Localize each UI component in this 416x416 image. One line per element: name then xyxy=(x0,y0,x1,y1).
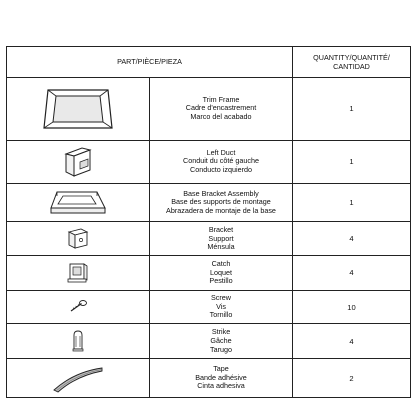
part-name-fr: Bande adhésive xyxy=(195,372,247,382)
left-duct-icon xyxy=(58,144,98,180)
part-name-es: Tornillo xyxy=(209,310,233,320)
part-image-cell xyxy=(7,222,150,256)
part-image-cell xyxy=(7,256,150,291)
part-name-es: Pestillo xyxy=(209,276,233,286)
part-image-cell xyxy=(7,290,150,324)
quantity-cell: 1 xyxy=(293,77,411,140)
bracket-icon xyxy=(64,226,92,252)
part-name-cell xyxy=(150,77,293,140)
quantity-cell: 10 xyxy=(293,290,411,324)
base-bracket-icon xyxy=(47,188,109,218)
part-name-cell xyxy=(150,140,293,183)
table-row xyxy=(7,183,411,222)
table-row xyxy=(7,140,411,183)
part-image-cell xyxy=(7,77,150,140)
parts-table xyxy=(6,46,411,398)
quantity-cell: 1 xyxy=(293,183,411,222)
part-name-cell xyxy=(150,290,293,324)
part-name-en: Catch xyxy=(211,259,231,269)
part-name-cell xyxy=(150,359,293,398)
table-row xyxy=(7,359,411,398)
strike-icon xyxy=(68,327,88,355)
part-name-fr: Cadre d'encastrement xyxy=(185,103,257,113)
quantity-cell: 1 xyxy=(293,140,411,183)
part-name-es: Tarugo xyxy=(210,344,232,354)
quantity-header-line-1: QUANTITY/QUANTITÉ/ xyxy=(313,52,390,62)
quantity-header-line-2: CANTIDAD xyxy=(333,61,370,71)
part-image-cell xyxy=(7,140,150,183)
quantity-column-header xyxy=(293,47,411,78)
part-name-fr: Vis xyxy=(216,301,226,311)
part-image-cell xyxy=(7,324,150,359)
table-row xyxy=(7,290,411,324)
part-name-en: Screw xyxy=(211,293,231,303)
part-name-es: Ménsula xyxy=(207,242,235,252)
part-name-en: Strike xyxy=(211,327,231,337)
part-name-en: Tape xyxy=(213,364,229,374)
part-name-cell xyxy=(150,324,293,359)
quantity-cell: 4 xyxy=(293,256,411,291)
part-name-en: Bracket xyxy=(208,224,234,234)
part-name-en: Trim Frame xyxy=(202,94,240,104)
table-row xyxy=(7,222,411,256)
part-name-cell xyxy=(150,256,293,291)
part-image-cell xyxy=(7,359,150,398)
table-row xyxy=(7,324,411,359)
part-name-fr: Loquet xyxy=(210,267,232,277)
part-name-cell xyxy=(150,183,293,222)
part-name-fr: Gâche xyxy=(210,336,232,346)
quantity-cell: 4 xyxy=(293,324,411,359)
tape-icon xyxy=(50,362,106,394)
part-name-fr: Conduit du côté gauche xyxy=(183,156,259,166)
part-column-header: PART/PIÈCE/PIEZA xyxy=(7,47,293,78)
part-name-cell xyxy=(150,222,293,256)
part-name-es: Conducto izquierdo xyxy=(190,165,252,175)
part-name-fr: Support xyxy=(208,233,234,243)
part-name-en: Base Bracket Assembly xyxy=(183,188,259,198)
header-row xyxy=(7,47,411,78)
part-name-fr: Base des supports de montage xyxy=(171,197,271,207)
part-name-es: Cinta adhesiva xyxy=(197,381,245,391)
part-name-es: Abrazadera de montaje de la base xyxy=(166,205,276,215)
quantity-cell: 2 xyxy=(293,359,411,398)
part-name-en: Left Duct xyxy=(206,147,236,157)
screw-icon xyxy=(66,297,90,317)
quantity-cell: 4 xyxy=(293,222,411,256)
table-row xyxy=(7,77,411,140)
catch-icon xyxy=(64,259,92,287)
part-image-cell xyxy=(7,183,150,222)
trim-frame-icon xyxy=(42,86,114,132)
part-name-es: Marco del acabado xyxy=(190,112,252,122)
table-row xyxy=(7,256,411,291)
